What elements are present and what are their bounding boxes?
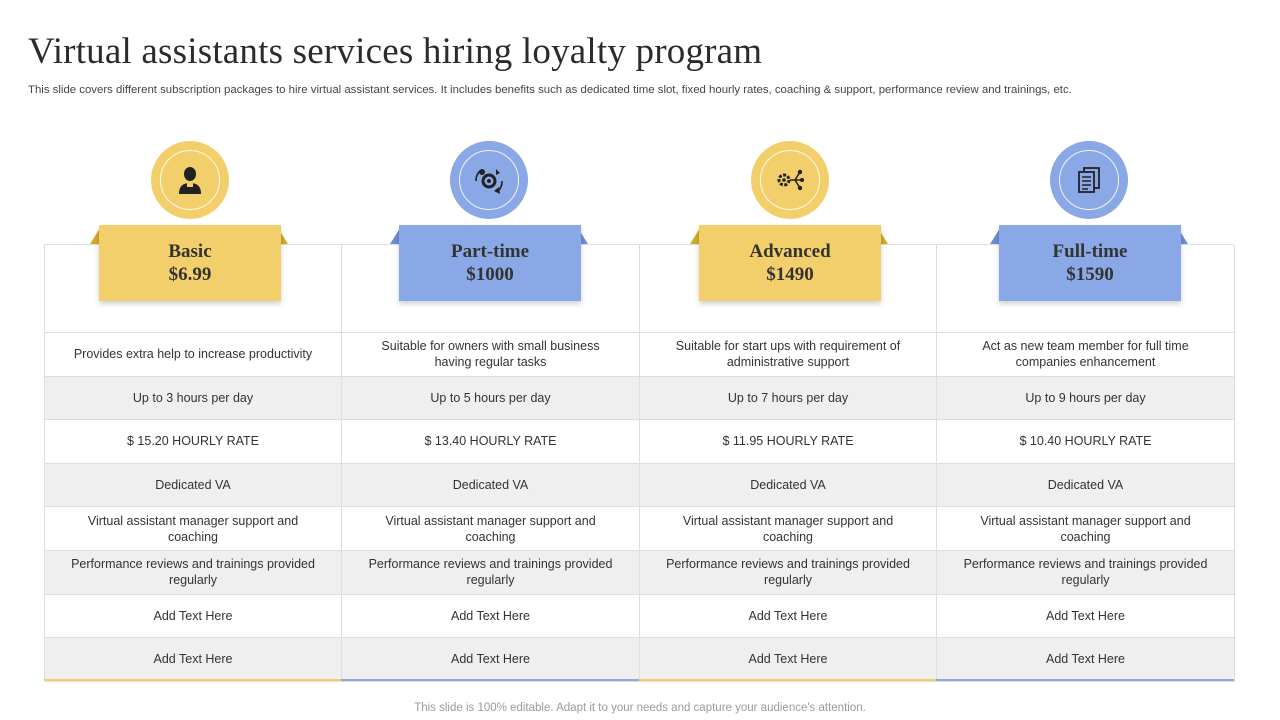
table-cell: Add Text Here — [342, 595, 640, 639]
table-cell: Provides extra help to increase productivity — [45, 333, 342, 377]
plan-price: $1490 — [766, 264, 814, 285]
table-cell: $ 11.95 HOURLY RATE — [640, 420, 937, 464]
basic-bottom-accent — [44, 679, 341, 681]
table-cell: Add Text Here — [640, 638, 937, 682]
table-cell: Dedicated VA — [640, 464, 937, 508]
table-cell: Add Text Here — [937, 638, 1235, 682]
plan-name: Part-time — [450, 241, 530, 262]
plan-price: $1000 — [466, 264, 514, 285]
documents-icon — [1072, 163, 1106, 197]
table-cell: Performance reviews and trainings provided regularly — [342, 551, 640, 595]
part-time-plan-header — [399, 225, 581, 301]
table-cell: Suitable for owners with small business having regular tasks — [342, 333, 640, 377]
part-time-icon-badge — [450, 141, 528, 219]
table-cell: Up to 9 hours per day — [937, 377, 1235, 421]
table-cell: $ 13.40 HOURLY RATE — [342, 420, 640, 464]
table-cell: Add Text Here — [640, 595, 937, 639]
table-cell: Act as new team member for full time companies enhancement — [937, 333, 1235, 377]
table-cell: $ 15.20 HOURLY RATE — [45, 420, 342, 464]
advanced-icon-badge — [751, 141, 829, 219]
part-time-bottom-accent — [341, 679, 639, 681]
plan-name: Full-time — [1052, 241, 1128, 262]
table-cell: Add Text Here — [45, 638, 342, 682]
plan-name: Advanced — [749, 241, 831, 262]
table-cell: Up to 5 hours per day — [342, 377, 640, 421]
gear-network-icon — [773, 163, 807, 197]
gears-hand-icon — [472, 163, 506, 197]
basic-plan-header — [99, 225, 281, 301]
table-cell: Dedicated VA — [937, 464, 1235, 508]
page-subtitle: This slide covers different subscription packages to hire virtual assistant services. It includes benefits such as dedicated time slot, fixed hourly rates, coaching & support, performance review and trainings, etc. — [28, 84, 1072, 96]
table-cell: Virtual assistant manager support and coaching — [342, 507, 640, 551]
table-cell: $ 10.40 HOURLY RATE — [937, 420, 1235, 464]
full-time-bottom-accent — [936, 679, 1234, 681]
plan-price: $6.99 — [168, 264, 212, 285]
footer-note: This slide is 100% editable. Adapt it to your needs and capture your audience's attention. — [414, 702, 866, 714]
table-cell: Virtual assistant manager support and coaching — [640, 507, 937, 551]
pricing-table — [44, 244, 1234, 681]
advanced-plan-header — [699, 225, 881, 301]
page-title: Virtual assistants services hiring loyalty program — [28, 31, 763, 72]
table-cell: Dedicated VA — [342, 464, 640, 508]
table-cell: Add Text Here — [342, 638, 640, 682]
advanced-bottom-accent — [639, 679, 936, 681]
table-cell: Virtual assistant manager support and coaching — [45, 507, 342, 551]
table-cell: Performance reviews and trainings provided regularly — [45, 551, 342, 595]
basic-icon-badge — [151, 141, 229, 219]
person-icon — [173, 163, 207, 197]
table-cell: Performance reviews and trainings provided regularly — [640, 551, 937, 595]
table-cell: Suitable for start ups with requirement of administrative support — [640, 333, 937, 377]
table-cell: Up to 3 hours per day — [45, 377, 342, 421]
plan-name: Basic — [168, 241, 212, 262]
table-cell: Add Text Here — [45, 595, 342, 639]
table-cell: Add Text Here — [937, 595, 1235, 639]
table-cell: Dedicated VA — [45, 464, 342, 508]
table-cell: Virtual assistant manager support and coaching — [937, 507, 1235, 551]
full-time-icon-badge — [1050, 141, 1128, 219]
table-cell: Up to 7 hours per day — [640, 377, 937, 421]
full-time-plan-header — [999, 225, 1181, 301]
plan-price: $1590 — [1066, 264, 1114, 285]
table-cell: Performance reviews and trainings provided regularly — [937, 551, 1235, 595]
